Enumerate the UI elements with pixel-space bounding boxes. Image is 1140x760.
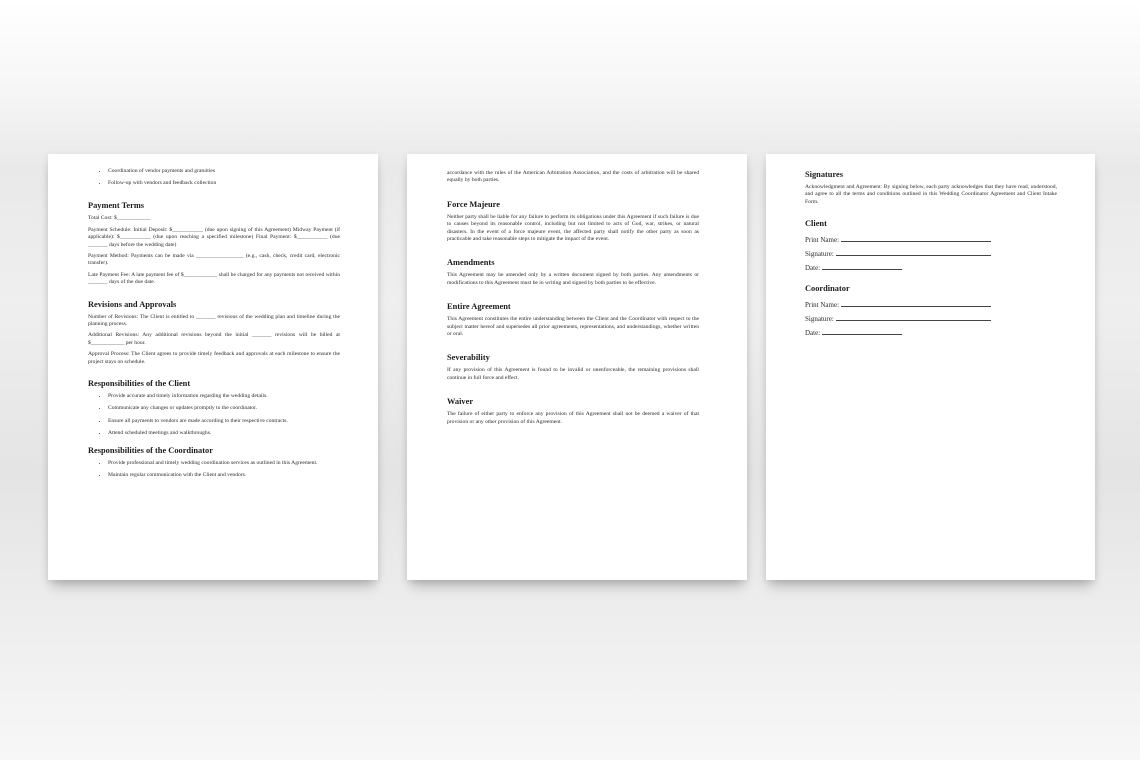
client-print-name-field[interactable] (841, 235, 991, 242)
section-heading-coordinator-responsibilities: Responsibilities of the Coordinator (88, 445, 213, 455)
section-heading-waiver: Waiver (447, 397, 474, 407)
signature-label: Signature: (805, 315, 834, 324)
revisions-number-text: Number of Revisions: The Client is entitled to _______ revisions of the wedding plan and timeline during the planning process. (88, 313, 340, 328)
document-page-1 (48, 154, 378, 580)
section-heading-signatures: Signatures (805, 170, 844, 179)
coordinator-responsibilities-list (88, 460, 340, 480)
approval-process-text: Approval Process: The Client agrees to provide timely feedback and approvals at each milestone to ensure the project stays on schedule. (88, 351, 340, 365)
list-item: • Communicate any changes or updates promptly to the coordinator. (108, 405, 340, 412)
coordinator-heading: Coordinator (805, 284, 850, 294)
section-heading-client-responsibilities: Responsibilities of the Client (88, 379, 191, 389)
document-page-2 (407, 154, 747, 580)
payment-schedule-text: Payment Schedule: Initial Deposit: $___________ (due upon signing of this Agreement) Midway Payment (if applicable): $___________ (due upon reaching a specified milestone) Final Payment: $___________ (due _______ days before the wedding date) (88, 226, 340, 248)
section-heading-force-majeure: Force Majeure (447, 199, 500, 209)
list-item: • Attend scheduled meetings and walkthroughs. (108, 430, 340, 437)
client-signature-field[interactable] (836, 249, 991, 256)
total-cost-text: Total Cost: $____________ (88, 215, 151, 222)
print-name-label: Print Name: (805, 301, 840, 310)
force-majeure-text: Neither party shall be liable for any failure to perform its obligations under this Agreement if such failure is due to causes beyond its reasonable control, including but not limited to acts of God, war, strikes, or natural disasters. In the event of a force majeure event, the affected party shall notify the other party as soon as practicable and take reasonable steps to mitigate the impact of the event. (447, 213, 699, 243)
entire-agreement-text: This Agreement constitutes the entire understanding between the Client and the Coordinator with respect to the subject matter hereof and supersedes all prior agreements, representations, and understandings, whether written or oral. (447, 316, 699, 338)
signature-label: Signature: (805, 250, 834, 259)
section-heading-entire-agreement: Entire Agreement (447, 302, 511, 312)
coordinator-date-field[interactable] (822, 328, 902, 335)
client-date-row (805, 261, 1057, 275)
list-item: • Provide accurate and timely information regarding the wedding details. (108, 393, 340, 400)
waiver-text: The failure of either party to enforce any provision of this Agreement shall not be deemed a waiver of that provision or any other provision of this Agreement. (447, 411, 699, 425)
section-heading-amendments: Amendments (447, 258, 495, 268)
document-page-3 (766, 154, 1095, 580)
amendments-text: This Agreement may be amended only by a written document signed by both parties. Any amendments or modifications to this Agreement must be in writing and signed by both parties to be effective. (447, 272, 699, 286)
intro-bullet-list (88, 168, 340, 188)
coordinator-print-name-row (805, 298, 1057, 312)
late-fee-text: Late Payment Fee: A late payment fee of $____________ shall be charged for any payments not received within _______ days of the due date. (88, 271, 340, 286)
coordinator-date-row (805, 326, 1057, 340)
coordinator-print-name-field[interactable] (841, 300, 991, 307)
coordinator-signature-field[interactable] (836, 314, 991, 321)
list-item: • Provide professional and timely wedding coordination services as outlined in this Agreement. (108, 460, 340, 467)
list-item: • Coordination of vendor payments and gratuities (108, 168, 340, 175)
section-heading-revisions: Revisions and Approvals (88, 299, 177, 309)
section-heading-payment-terms: Payment Terms (88, 201, 145, 211)
print-name-label: Print Name: (805, 236, 840, 245)
revisions-additional-text: Additional Revisions: Any additional revisions beyond the initial _______ revisions will be billed at $____________ per hour. (88, 332, 340, 346)
client-date-field[interactable] (822, 263, 902, 270)
arbitration-continued-text: accordance with the rules of the American Arbitration Association, and the costs of arbitration will be shared equally by both parties. (447, 170, 699, 184)
section-heading-severability: Severability (447, 353, 490, 363)
date-label: Date: (805, 264, 821, 273)
coordinator-signature-row (805, 312, 1057, 326)
payment-method-text: Payment Method: Payments can be made via _________________ (e.g., cash, check, credit card, electronic transfer). (88, 253, 340, 267)
list-item: • Maintain regular communication with the Client and vendors. (108, 472, 340, 479)
client-print-name-row (805, 233, 1057, 247)
list-item: • Ensure all payments to vendors are made according to their respective contracts. (108, 418, 340, 425)
severability-text: If any provision of this Agreement is found to be invalid or unenforceable, the remaining provisions shall continue in full force and effect. (447, 367, 699, 381)
client-responsibilities-list (88, 393, 340, 437)
date-label: Date: (805, 329, 821, 338)
client-signature-row (805, 247, 1057, 261)
acknowledgment-text: Acknowledgment and Agreement: By signing below, each party acknowledges that they have read, understood, and agree to all the terms and conditions outlined in this Wedding Coordinator Agreement and Client Intake Form. (805, 184, 1057, 205)
client-heading: Client (805, 219, 827, 229)
list-item: • Follow-up with vendors and feedback collection (108, 180, 340, 187)
